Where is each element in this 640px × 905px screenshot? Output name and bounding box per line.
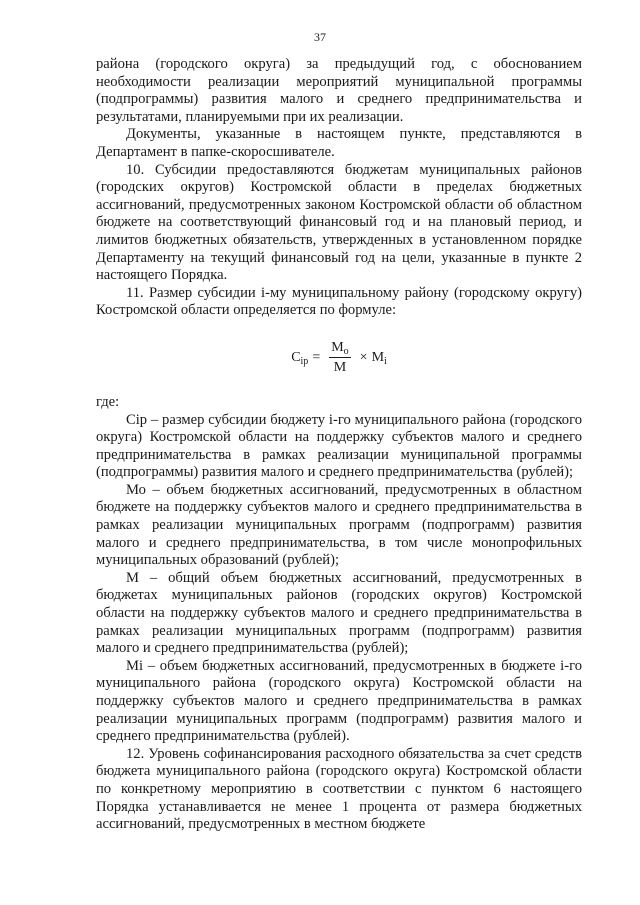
definition-item: Сip – размер субсидии бюджету i-го муниципального района (городского округа) Костромской области на поддержку субъектов малого и среднего предпринимательства в рамках реализации муниципальной программы (подпрограммы) развития малого и среднего предпринимательства (рублей); [96, 411, 582, 481]
paragraph: района (городского округа) за предыдущий год, с обоснованием необходимости реализации мероприятий муниципальной программы (подпрограммы) развития малого и среднего предпринимательства и результатами, планируемыми при их реализации. [96, 56, 582, 125]
paragraph: 12. Уровень софинансирования расходного обязательства за счет средств бюджета муниципального района (городского округа) Костромской области по конкретному мероприятию в соответствии с пунктом 6 настоящего Порядка устанавливается не менее 1 процента от размера бюджетных ассигнований, предусмотренных в местном бюджете [96, 745, 582, 833]
definition-item: Мi – объем бюджетных ассигнований, предусмотренных в бюджете i-го муниципального района (городского округа) Костромской области на поддержку субъектов малого и среднего предпринимательства в рамках реализации муниципальных программ (подпрограмм) развития малого и среднего предпринимательства (рублей). [96, 657, 582, 745]
where-label: где: [96, 393, 120, 410]
definition-item: Мо – объем бюджетных ассигнований, предусмотренных в областном бюджете на поддержку субъектов малого и среднего предпринимательства в рамках реализации муниципальных программ (подпрограмм) развития малого и среднего предпринимательства, в том числе монопрофильных муниципальных образований (рублей); [96, 481, 582, 569]
subsidy-formula [96, 326, 582, 390]
paragraph: Документы, указанные в настоящем пункте, представляются в Департамент в папке-скоросшивателе. [96, 126, 582, 160]
formula-rhs: $M_i$ [371, 350, 387, 368]
page-number: 37 [314, 30, 326, 44]
definition-item: М – общий объем бюджетных ассигнований, предусмотренных в бюджетах муниципальных районов (городских округов) Костромской области на поддержку субъектов малого и среднего предпринимательства в рамках реализации муниципальных программ (подпрограмм) развития малого и среднего предпринимательства (рублей); [96, 569, 582, 657]
paragraph: 11. Размер субсидии i-му муниципальному району (городскому округу) Костромской области определяется по формуле: [96, 284, 582, 319]
paragraph: 10. Субсидии предоставляются бюджетам муниципальных районов (городских округов) Костромской области в пределах бюджетных ассигнований, предусмотренных законом Костромской области об областном бюджете на соответствующий финансовый год и на плановый период, и лимитов бюджетных обязательств, утвержденных в установленном порядке Департаменту на текущий финансовый год на цели, указанные в пункте 2 настоящего Порядка. [96, 161, 582, 284]
formula-denominator: M [333, 360, 347, 376]
formula-lhs: $C_{ip}$ [291, 350, 309, 368]
formula-times: × [359, 350, 368, 366]
document-body [96, 56, 582, 834]
formula-equals: = [312, 350, 321, 366]
formula-fraction [329, 339, 350, 377]
formula-numerator: $M_o$ [331, 339, 349, 357]
